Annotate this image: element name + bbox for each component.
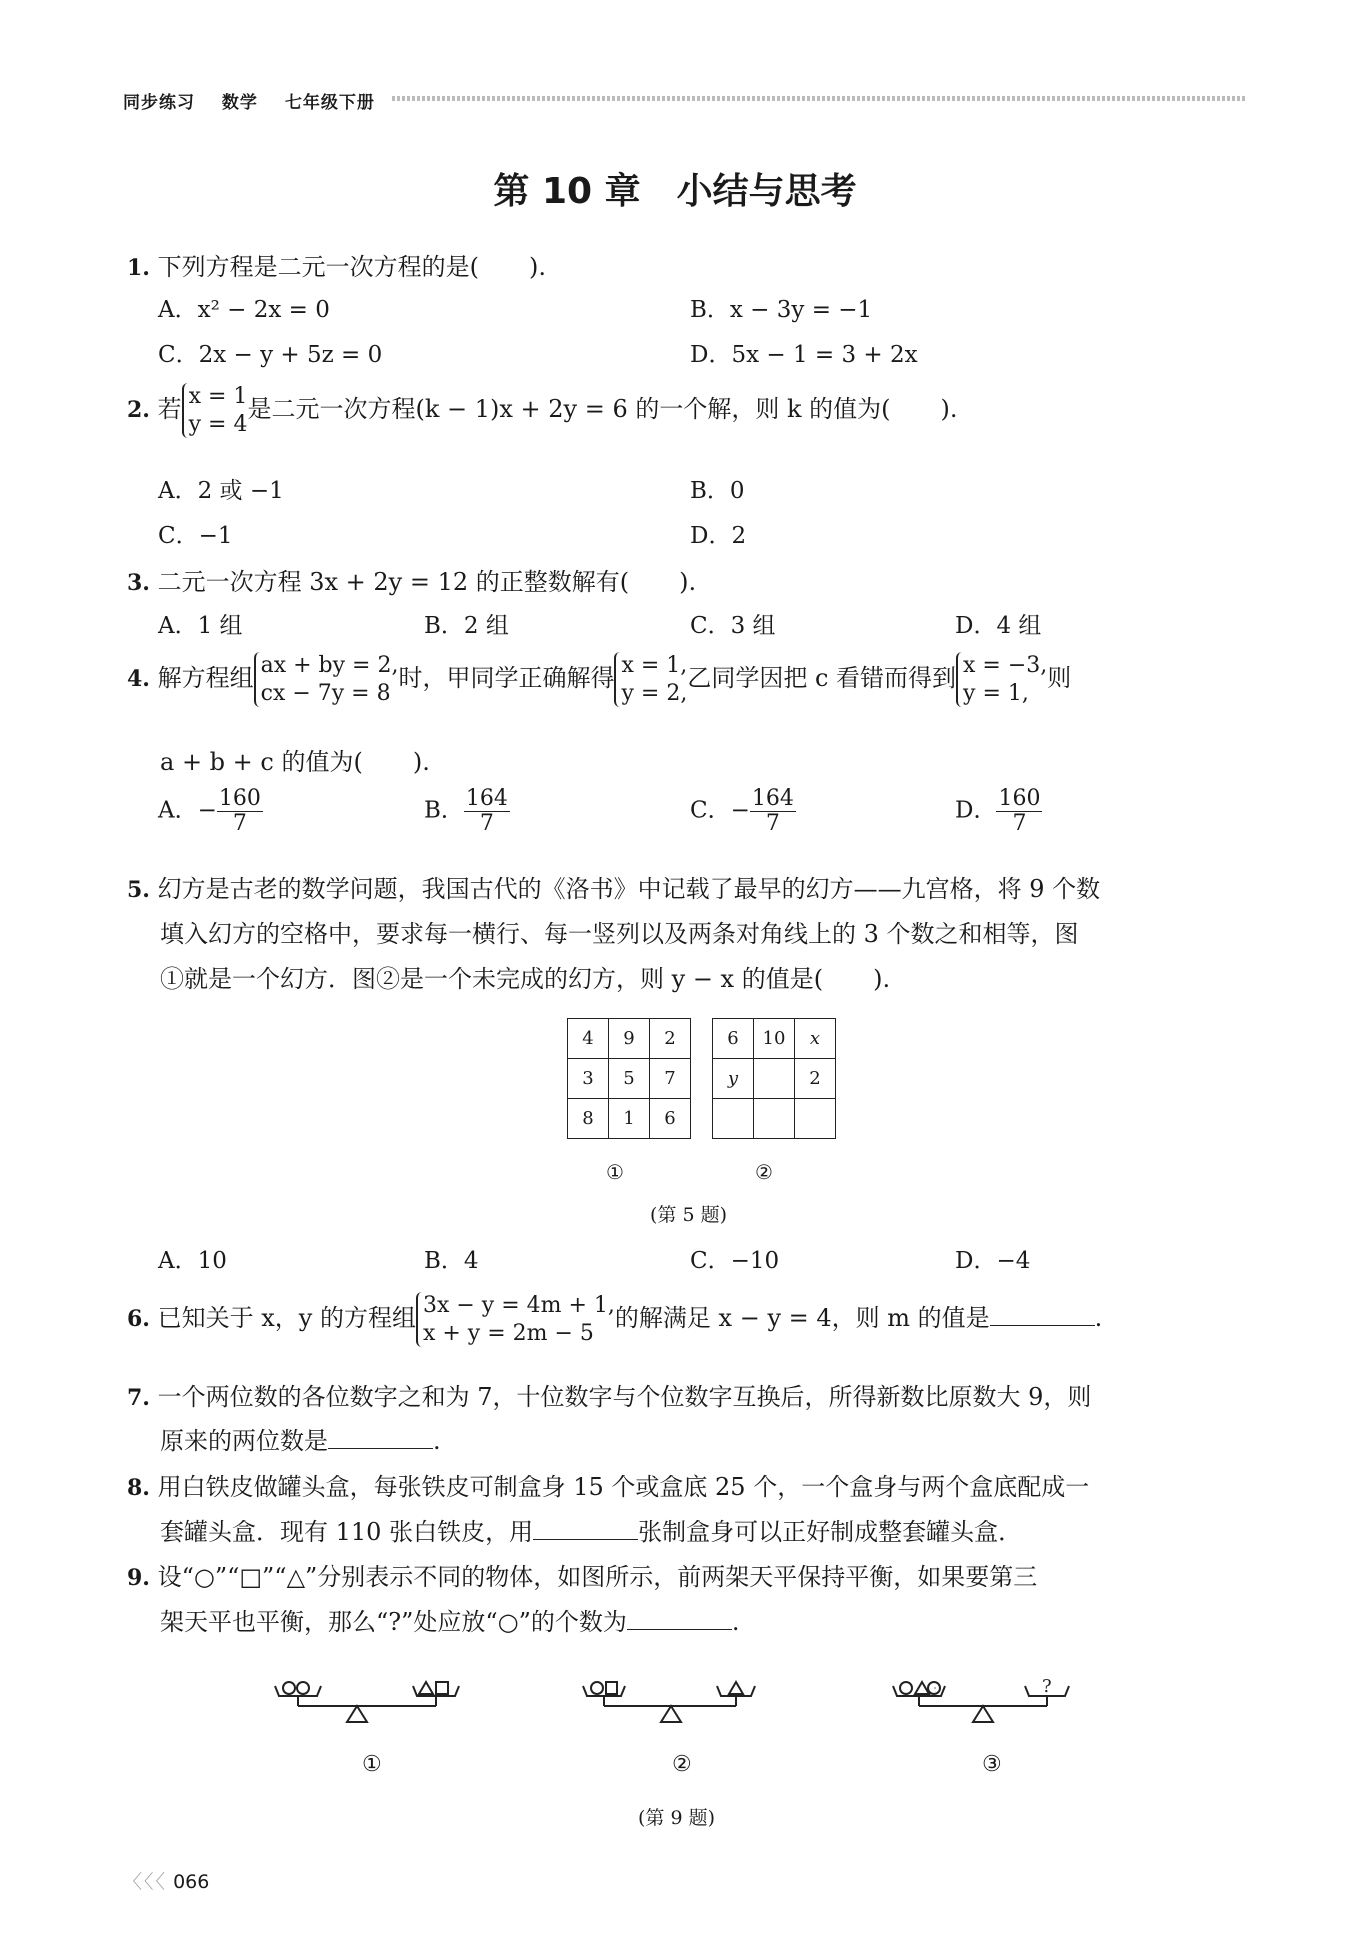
magic-square-2-cell — [754, 1059, 795, 1099]
q9-end: . — [731, 1608, 740, 1636]
balance-scale-2 — [583, 1682, 755, 1722]
q4-option-d — [955, 787, 1042, 836]
q4-s2a: x = −3, — [963, 653, 1048, 678]
q4-b-num: 164 — [465, 786, 508, 811]
q4-pre: 解方程组 — [157, 664, 254, 692]
q4-line2 — [160, 742, 430, 777]
q1-number: 1. — [127, 255, 150, 281]
magic-square-1-cell: 3 — [568, 1059, 609, 1099]
magic-square-2-cell: 6 — [713, 1019, 754, 1059]
q4-solution1 — [614, 652, 687, 707]
scale-2-fulcrum — [661, 1706, 681, 1722]
q3-text-end: ). — [679, 568, 697, 596]
q4-c-fraction — [750, 787, 796, 836]
magic-square-2-cell: x — [795, 1019, 836, 1059]
triangle-icon — [729, 1682, 743, 1694]
q2-option-b: B．0 — [690, 478, 745, 504]
q7-number: 7. — [127, 1385, 150, 1411]
q3-option-b: B．2 组 — [424, 613, 509, 639]
q6-system — [416, 1292, 615, 1347]
q7-line1 — [127, 1377, 1091, 1412]
q2-text-end: ). — [940, 395, 958, 423]
q9-caption: (第 9 题) — [638, 1807, 715, 1829]
q9-figure-label-2: ② — [672, 1752, 692, 1777]
q6-pre: 已知关于 x，y 的方程组 — [157, 1304, 416, 1332]
q8-text2a: 套罐头盒．现有 110 张白铁皮，用 — [160, 1518, 534, 1546]
q3-option-a: A．1 组 — [158, 613, 243, 639]
q4-c-den: 7 — [765, 811, 780, 837]
magic-square-1-cell: 2 — [650, 1019, 691, 1059]
q5-number: 5. — [127, 877, 150, 903]
q2-pre: 若 — [157, 395, 182, 423]
q1-option-d: D．5x − 1 = 3 + 2x — [690, 342, 918, 368]
magic-square-2-cell: 10 — [754, 1019, 795, 1059]
q4-s2b: y = 1, — [963, 680, 1029, 706]
header-book: 同步练习 — [123, 93, 195, 113]
q2-eq2: y = 4 — [188, 411, 248, 437]
q4-a-num: 160 — [218, 786, 261, 811]
header-rule — [392, 96, 1245, 101]
q4-option-b — [424, 787, 510, 836]
q7-text1: 一个两位数的各位数字之和为 7，十位数字与个位数字互换后，所得新数比原数大 9，则 — [157, 1383, 1092, 1411]
q4-eq1: ax + by = 2, — [260, 653, 399, 678]
q3-option-c: C．3 组 — [690, 613, 776, 639]
q6-stem — [127, 1292, 1102, 1347]
q4-b-prefix: B． — [424, 797, 464, 824]
q4-a-den: 7 — [232, 811, 247, 837]
q9-figure-label-1: ① — [362, 1752, 382, 1777]
q9-line2 — [160, 1602, 740, 1637]
q6-answer-blank[interactable] — [990, 1305, 1095, 1326]
chapter-title: 第 10 章 小结与思考 — [493, 171, 857, 212]
q9-figure-label-3: ③ — [982, 1752, 1002, 1777]
q2-stem — [127, 383, 958, 438]
circle-icon — [283, 1682, 295, 1694]
q3-number: 3. — [127, 570, 150, 596]
q4-end: 则 — [1047, 664, 1072, 692]
q1-text-end: ). — [528, 253, 546, 281]
q6-end: . — [1094, 1304, 1103, 1332]
q5-figure-label-2: ② — [755, 1160, 773, 1184]
page-number: 066 — [173, 1871, 210, 1893]
q2-eq1: x = 1 — [188, 384, 248, 409]
q7-answer-blank[interactable] — [328, 1428, 433, 1449]
q9-answer-blank[interactable] — [627, 1609, 732, 1630]
q4-a-fraction — [217, 787, 263, 836]
q8-answer-blank[interactable] — [533, 1519, 638, 1540]
magic-square-1-cell: 7 — [650, 1059, 691, 1099]
q4-s1b: y = 2, — [621, 680, 688, 706]
q3-text: 二元一次方程 3x + 2y = 12 的正整数解有( — [157, 568, 630, 596]
q2-text: 是二元一次方程(k − 1)x + 2y = 6 的一个解，则 k 的值为( — [247, 395, 891, 423]
triangle-icon — [419, 1682, 433, 1694]
q9-number: 9. — [127, 1565, 150, 1591]
q4-system — [254, 652, 399, 707]
balance-scales-figure — [265, 1670, 1105, 1750]
q2-option-a: A．2 或 −1 — [158, 478, 284, 504]
q8-line2 — [160, 1512, 1022, 1547]
magic-square-1-cell: 6 — [650, 1099, 691, 1139]
page-arrows: 〈〈〈 — [123, 1871, 168, 1893]
q7-end: . — [433, 1427, 441, 1455]
magic-square-2-cell — [795, 1099, 836, 1139]
q2-system — [182, 383, 248, 438]
q1-option-a: A．x² − 2x = 0 — [158, 297, 330, 323]
q4-mid2: 乙同学因把 c 看错而得到 — [687, 664, 957, 692]
magic-square-1-cell: 8 — [568, 1099, 609, 1139]
q8-text1: 用白铁皮做罐头盒，每张铁皮可制盒身 15 个或盒底 25 个，一个盒身与两个盒底配成一 — [157, 1473, 1090, 1501]
q8-text2b: 张制盒身可以正好制成整套罐头盒． — [638, 1518, 1023, 1546]
q4-stem — [127, 652, 1071, 707]
q4-option-c — [690, 787, 796, 836]
scale-1-fulcrum — [347, 1706, 367, 1722]
q5-text1: 幻方是古老的数学问题，我国古代的《洛书》中记载了最早的幻方——九宫格，将 9 个数 — [157, 875, 1101, 903]
q4-b-fraction — [464, 787, 510, 836]
q2-option-d: D．2 — [690, 523, 747, 549]
q9-line1 — [127, 1557, 1037, 1592]
q5-option-b: B．4 — [424, 1248, 479, 1274]
q4-c-num: 164 — [751, 786, 794, 811]
magic-square-2-cell: y — [713, 1059, 754, 1099]
q5-option-d: D．−4 — [955, 1248, 1031, 1274]
q4-c-prefix: C．− — [690, 797, 750, 824]
circle-icon — [591, 1682, 603, 1694]
q4-option-a — [158, 787, 263, 836]
q1-text: 下列方程是二元一次方程的是( — [157, 253, 479, 281]
q1-option-c: C．2x − y + 5z = 0 — [158, 342, 383, 368]
magic-square-1-cell: 9 — [609, 1019, 650, 1059]
q3-stem — [127, 562, 696, 597]
q2-option-c: C．−1 — [158, 523, 233, 549]
balance-scale-1 — [275, 1682, 459, 1722]
q4-line2-end: ). — [412, 748, 430, 776]
magic-square-2 — [712, 1018, 836, 1139]
q8-line1 — [127, 1467, 1089, 1502]
q4-s1a: x = 1, — [621, 653, 688, 678]
q4-d-den: 7 — [1012, 811, 1027, 837]
magic-square-2-cell — [713, 1099, 754, 1139]
q5-figure-label-1: ① — [606, 1160, 624, 1184]
magic-square-2-cell — [754, 1099, 795, 1139]
q5-line3 — [160, 959, 890, 994]
q1-option-b: B．x − 3y = −1 — [690, 297, 873, 323]
circle-icon — [900, 1682, 912, 1694]
q5-line2: 填入幻方的空格中，要求每一横行、每一竖列以及两条对角线上的 3 个数之和相等，图 — [160, 920, 1079, 948]
q4-d-fraction — [996, 787, 1042, 836]
triangle-icon — [915, 1682, 929, 1694]
q9-text2: 架天平也平衡，那么“?”处应放“○”的个数为 — [160, 1608, 627, 1636]
q4-a-prefix: A．− — [158, 797, 217, 824]
q9-text1: 设“○”“□”“△”分别表示不同的物体，如图所示，前两架天平保持平衡，如果要第三 — [157, 1563, 1038, 1591]
q4-mid1: 时，甲同学正确解得 — [398, 664, 615, 692]
magic-square-1-cell: 4 — [568, 1019, 609, 1059]
header-subject: 数学 — [221, 93, 258, 113]
scale-2-left-pan — [583, 1686, 625, 1696]
q4-line2-text: a + b + c 的值为( — [160, 748, 363, 776]
q1-stem — [127, 247, 546, 282]
q7-line2 — [160, 1421, 441, 1456]
q6-eq2: x + y = 2m − 5 — [422, 1320, 594, 1346]
square-icon — [606, 1682, 617, 1694]
magic-square-2-cell: 2 — [795, 1059, 836, 1099]
running-header — [123, 88, 395, 113]
magic-square-1-cell: 5 — [609, 1059, 650, 1099]
scale-3-fulcrum — [973, 1706, 993, 1722]
q8-number: 8. — [127, 1475, 150, 1501]
page-footer — [123, 1867, 209, 1894]
header-grade: 七年级下册 — [284, 93, 375, 113]
q6-eq1: 3x − y = 4m + 1, — [422, 1293, 615, 1318]
q4-b-den: 7 — [479, 811, 494, 837]
q5-text3-end: ). — [873, 965, 891, 993]
q3-option-d: D．4 组 — [955, 613, 1042, 639]
q4-d-prefix: D． — [955, 797, 997, 824]
magic-square-1 — [567, 1018, 691, 1139]
q4-solution2 — [956, 652, 1047, 707]
circle-icon — [297, 1682, 309, 1694]
q4-eq2: cx − 7y = 8 — [260, 680, 391, 706]
q2-number: 2. — [127, 397, 150, 423]
magic-square-1-cell: 1 — [609, 1099, 650, 1139]
scale-3-question: ? — [1042, 1676, 1052, 1697]
q6-text: 的解满足 x − y = 4，则 m 的值是 — [614, 1304, 990, 1332]
square-icon — [436, 1682, 448, 1694]
q5-text3: ①就是一个幻方．图②是一个未完成的幻方，则 y − x 的值是( — [160, 965, 824, 993]
q5-line1 — [127, 869, 1100, 904]
q4-number: 4. — [127, 666, 150, 692]
q5-option-a: A．10 — [158, 1248, 227, 1274]
q5-caption: (第 5 题) — [650, 1204, 727, 1226]
q5-option-c: C．−10 — [690, 1248, 780, 1274]
q7-text2: 原来的两位数是 — [160, 1427, 328, 1455]
q6-number: 6. — [127, 1306, 150, 1332]
q4-d-num: 160 — [998, 786, 1041, 811]
